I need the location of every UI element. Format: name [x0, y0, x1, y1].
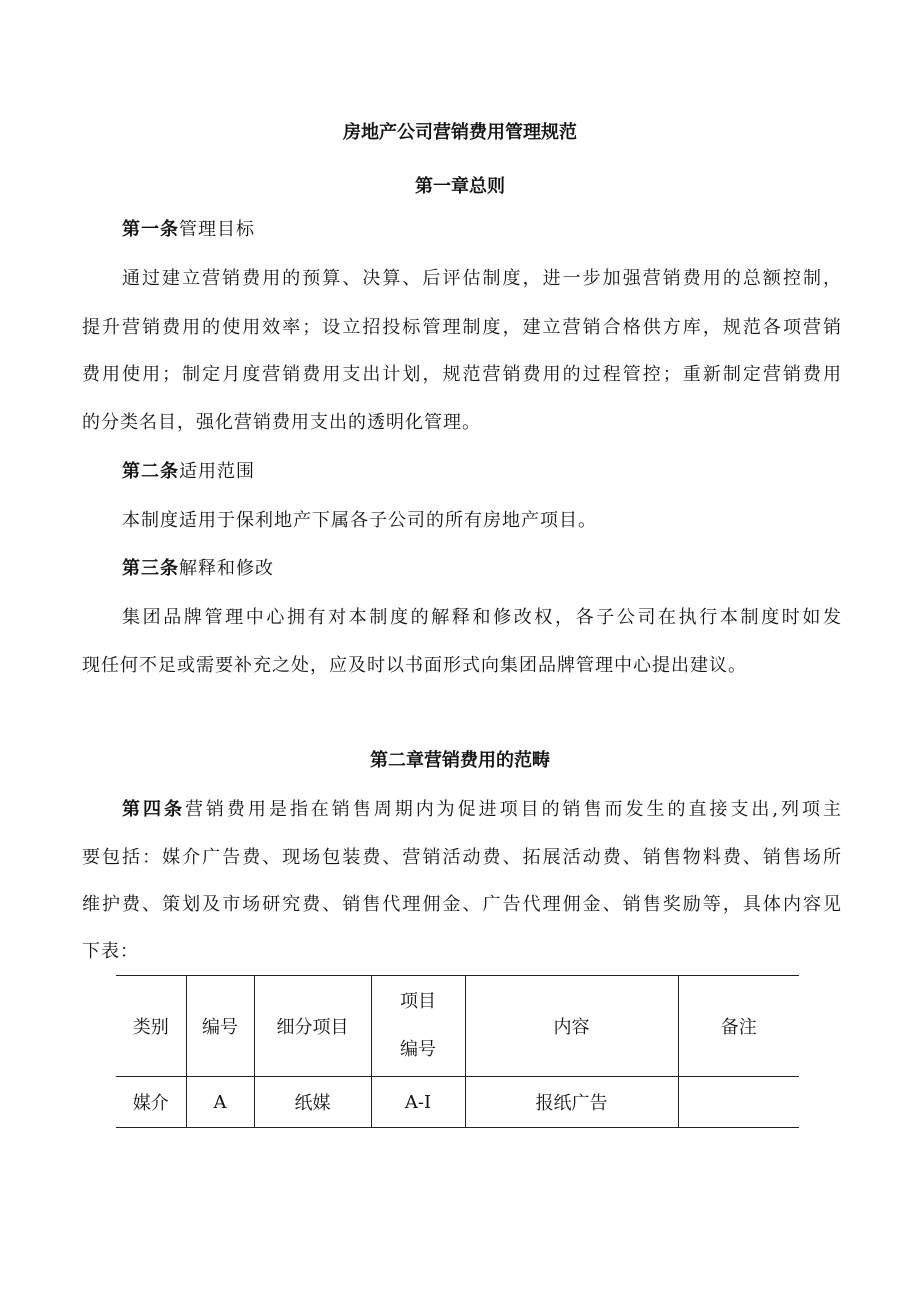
cell-remark [678, 1077, 799, 1128]
article-1-line-2: 提升营销费用的使用效率；设立招投标管理制度，建立营销合格供方库，规范各项营销 [82, 317, 842, 338]
header-content: 内容 [465, 976, 678, 1077]
header-sub-item: 细分项目 [254, 976, 371, 1077]
table-row [116, 1077, 799, 1128]
article-4-line-4: 下表： [82, 941, 139, 962]
expense-table [116, 975, 799, 1128]
table-header-row [116, 976, 799, 1077]
article-1-heading: 第一条管理目标 [122, 219, 255, 240]
cell-content: 报纸广告 [465, 1077, 678, 1128]
chapter-1-title: 第一章总则 [415, 176, 505, 197]
article-3-line-1: 集团品牌管理中心拥有对本制度的解释和修改权，各子公司在执行本制度时如发 [122, 607, 842, 628]
header-code: 编号 [186, 976, 254, 1077]
cell-category: 媒介 [116, 1077, 186, 1128]
article-3-heading: 第三条解释和修改 [122, 558, 274, 579]
article-1-line-3: 费用使用；制定月度营销费用支出计划，规范营销费用的过程管控；重新制定营销费用 [82, 364, 842, 385]
article-3-line-2: 现任何不足或需要补充之处，应及时以书面形式向集团品牌管理中心提出建议。 [82, 655, 747, 676]
article-2-heading: 第二条适用范围 [122, 461, 255, 482]
header-item-code: 项目 编号 [371, 976, 465, 1077]
cell-item-code: A-I [371, 1077, 465, 1128]
article-1-line-4: 的分类名目，强化营销费用支出的透明化管理。 [82, 412, 481, 433]
article-1-line-1: 通过建立营销费用的预算、决算、后评估制度，进一步加强营销费用的总额控制， [122, 268, 842, 289]
article-4-line-2: 要包括：媒介广告费、现场包装费、营销活动费、拓展活动费、销售物料费、销售场所 [82, 847, 842, 868]
article-4-line-3: 维护费、策划及市场研究费、销售代理佣金、广告代理佣金、销售奖励等，具体内容见 [82, 894, 842, 915]
article-2-text: 本制度适用于保利地产下属各子公司的所有房地产项目。 [122, 510, 597, 531]
header-remark: 备注 [678, 976, 799, 1077]
document-title: 房地产公司营销费用管理规范 [343, 122, 577, 143]
article-4-line-1: 第四条营销费用是指在销售周期内为促进项目的销售而发生的直接支出,列项主 [122, 799, 843, 820]
header-category: 类别 [116, 976, 186, 1077]
cell-code: A [186, 1077, 254, 1128]
chapter-2-title: 第二章营销费用的范畴 [370, 750, 550, 771]
cell-sub-item: 纸媒 [254, 1077, 371, 1128]
